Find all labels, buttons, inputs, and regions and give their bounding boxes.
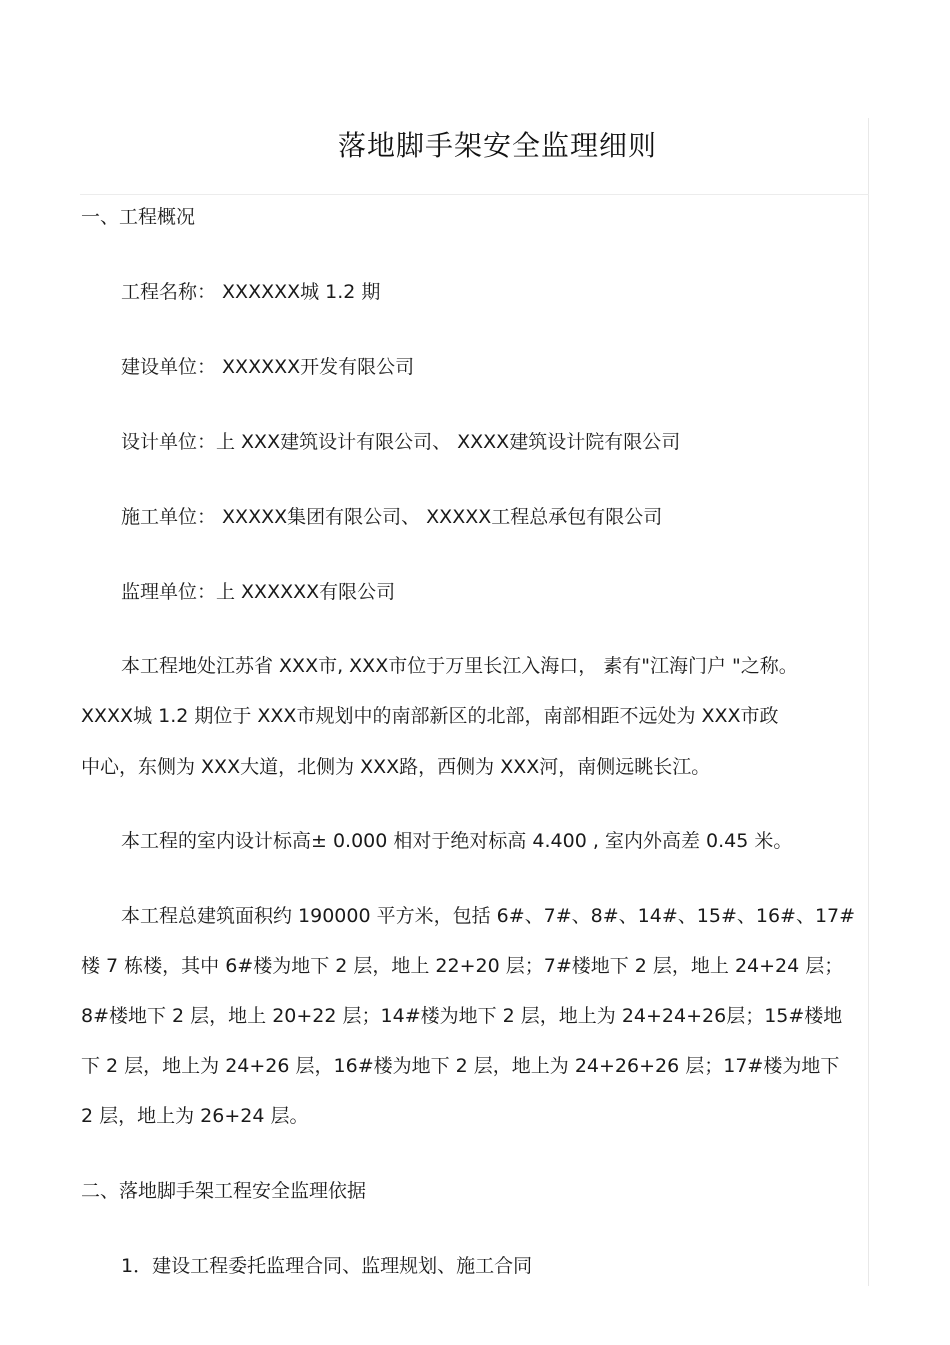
area-paragraph-line: 楼 7 栋楼，其中 6#楼为地下 2 层，地上 22+20 层；7#楼地下 2 层，地上 24+24 层； [81, 955, 844, 977]
document-title: 落地脚手架安全监理细则 [337, 129, 657, 162]
field-project-name: 工程名称： XXXXXX城 1.2 期 [121, 281, 381, 303]
right-margin-rule [868, 118, 869, 1286]
area-paragraph-line: 本工程总建筑面积约 190000 平方米，包括 6#、7#、8#、14#、15#、16#、17# [121, 905, 856, 927]
location-paragraph-line: XXXX城 1.2 期位于 XXX市规划中的南部新区的北部，南部相距不远处为 XXX市政 [81, 705, 779, 727]
location-paragraph-line: 中心，东侧为 XXX大道，北侧为 XXX路，西侧为 XXX河，南侧远眺长江。 [81, 756, 711, 778]
area-paragraph-line: 下 2 层，地上为 24+26 层，16#楼为地下 2 层，地上为 24+26+26 层；17#楼为地下 [81, 1055, 840, 1077]
section-heading-overview: 一、工程概况 [81, 206, 196, 228]
title-divider [80, 194, 869, 195]
field-supervisor: 监理单位：上 XXXXXX有限公司 [121, 581, 396, 603]
basis-list-item: 1．建设工程委托监理合同、监理规划、施工合同 [121, 1255, 533, 1277]
area-paragraph-line: 8#楼地下 2 层，地上 20+22 层；14#楼为地下 2 层，地上为 24+24+26层；15#楼地 [81, 1005, 843, 1027]
area-paragraph-line: 2 层，地上为 26+24 层。 [81, 1105, 309, 1127]
section-heading-basis: 二、落地脚手架工程安全监理依据 [81, 1180, 367, 1202]
location-paragraph-line: 本工程地处江苏省 XXX市, XXX市位于万里长江入海口， 素有"江海门户 "之称。 [121, 655, 798, 677]
field-developer: 建设单位： XXXXXX开发有限公司 [121, 356, 415, 378]
field-designer: 设计单位：上 XXX建筑设计有限公司、 XXXX建筑设计院有限公司 [121, 431, 681, 453]
elevation-paragraph: 本工程的室内设计标高± 0.000 相对于绝对标高 4.400 , 室内外高差 0.45 米。 [121, 830, 793, 852]
field-contractor: 施工单位： XXXXX集团有限公司、 XXXXX工程总承包有限公司 [121, 506, 663, 528]
